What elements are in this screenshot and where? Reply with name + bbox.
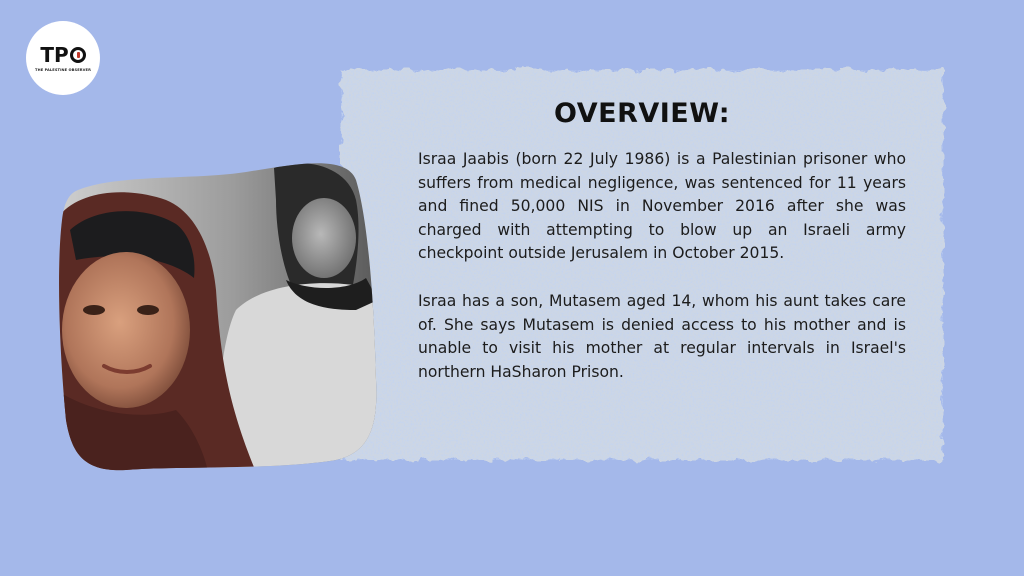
overview-paragraph-1: Israa Jaabis (born 22 July 1986) is a Palestinian prisoner who suffers from medical negligence, was sentenced for 11 years and fined 50,000 NIS in November 2016 after she was charged with attempting to blow up an Israeli army checkpoint outside Jerusalem in October 2015. [418, 150, 906, 263]
tpo-logo [26, 21, 100, 95]
portrait-photo [56, 160, 378, 472]
overview-paragraph-2: Israa has a son, Mutasem aged 14, whom his aunt takes care of. She says Mutasem is denied access to his mother and is unable to visit his mother at regular intervals in Israel's northern HaSharon Prison. [418, 291, 906, 381]
portrait-image [56, 160, 378, 472]
overview-text [418, 148, 906, 384]
overview-title: OVERVIEW: [554, 98, 730, 129]
logo-subtitle: THE PALESTINE OBSERVER [35, 67, 91, 72]
logo-initials: TP [40, 42, 69, 67]
logo-o-icon [70, 47, 86, 63]
logo-mark [40, 42, 85, 67]
